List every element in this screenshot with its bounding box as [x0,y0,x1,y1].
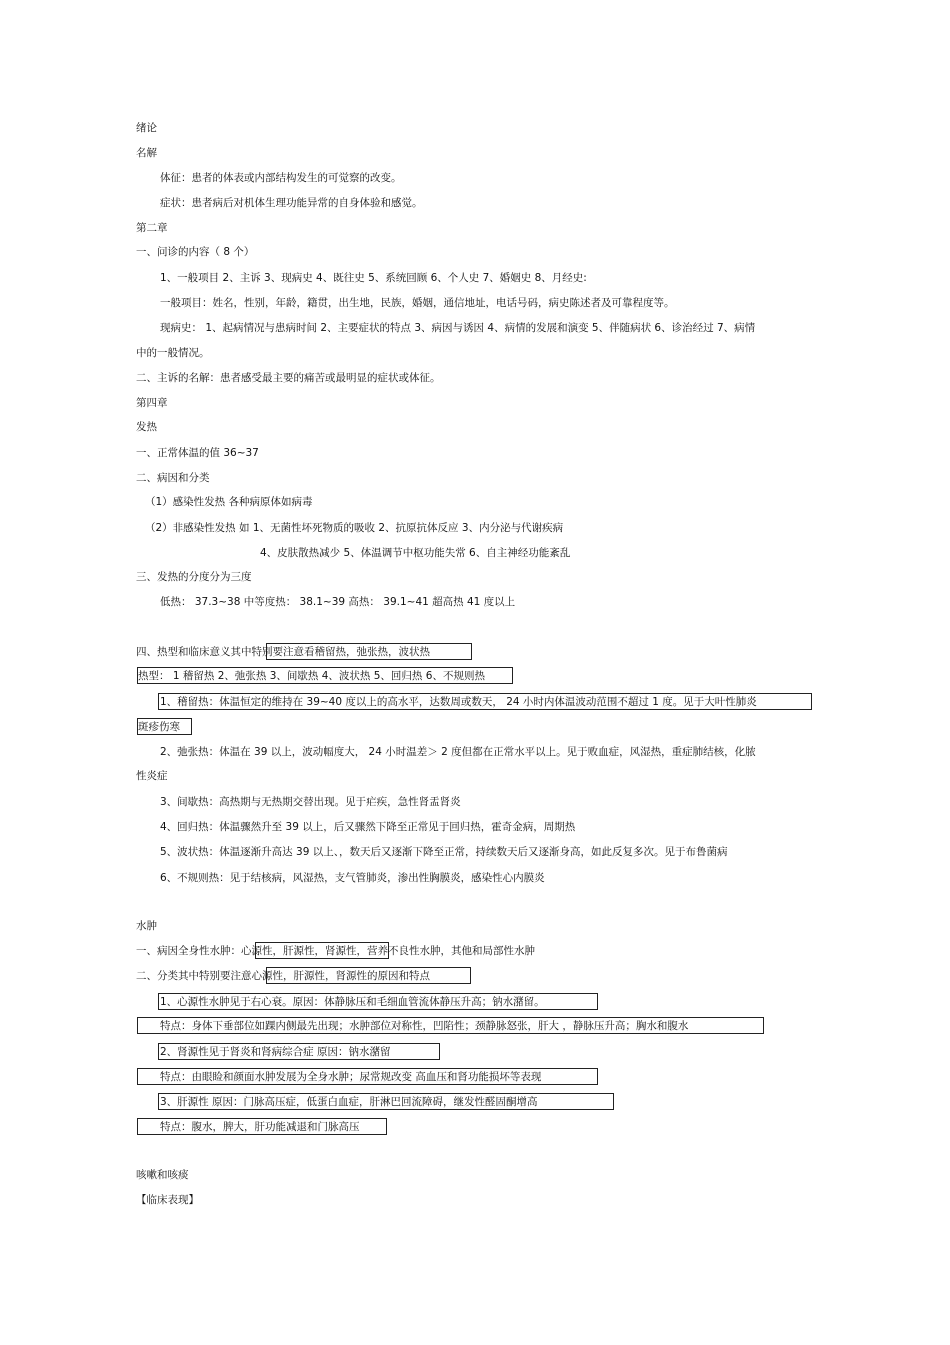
section-heading: 【临床表现】 [136,1194,199,1206]
text-line: 特点：腹水，脾大，肝功能减退和门脉高压 [160,1121,360,1133]
text-line: 一、正常体温的值 36~37 [136,447,259,459]
text-line: 4、皮肤散热减少 5、体温调节中枢功能失常 6、自主神经功能紊乱 [260,547,571,559]
text-line: 2、弛张热：体温在 39 以上，波动幅度大， 24 小时温差＞ 2 度但都在正常水平以上。见于败血症，风湿热，重症肺结核，化脓 [160,746,756,758]
text-line: 中的一般情况。 [136,347,210,359]
text-line: 性炎症 [136,770,168,782]
text-line: 症状：患者病后对机体生理功能异常的自身体验和感觉。 [160,197,423,209]
text-line: 热型： 1 稽留热 2、弛张热 3、间歇热 4、波状热 5、回归热 6、不规则热 [138,670,485,682]
text-line: （1）感染性发热 各种病原体如病毒 [145,496,313,508]
text-line: 二、分类其中特别要注意心源性，肝源性，肾源性的原因和特点 [136,970,430,982]
text-line: 2、肾源性见于肾炎和肾病综合症 原因：钠水潴留 [160,1046,391,1058]
text-line: 特点：由眼睑和颜面水肿发展为全身水肿；尿常规改变 高血压和肾功能损坏等表现 [160,1071,542,1083]
text-line: 4、回归热：体温骤然升至 39 以上，后又骤然下降至正常见于回归热，霍奇金病，周期热 [160,821,576,833]
text-line: 三、发热的分度分为三度 [136,571,252,583]
text-line: 1、稽留热：体温恒定的维持在 39~40 度以上的高水平，达数周或数天， 24 小时内体温波动范围不超过 1 度。见于大叶性肺炎 [160,696,757,708]
text-line: 四、热型和临床意义其中特别要注意看稽留热，弛张热，波状热 [136,646,430,658]
text-line: 二、病因和分类 [136,472,210,484]
section-heading: 绪论 [136,122,157,134]
text-line: 3、肝源性 原因：门脉高压症，低蛋白血症，肝淋巴回流障碍，继发性醛固酮增高 [160,1096,538,1108]
chapter-heading: 第四章 [136,397,168,409]
text-line: 1、一般项目 2、主诉 3、现病史 4、既往史 5、系统回顾 6、个人史 7、婚姻史 8、月经史: [160,272,587,284]
chapter-heading: 第二章 [136,222,168,234]
text-line: 5、波状热：体温逐渐升高达 39 以上、，数天后又逐渐下降至正常，持续数天后又逐渐身高，如此反复多次。见于布鲁菌病 [160,846,728,858]
text-line: 一、问诊的内容（ 8 个） [136,246,255,258]
text-line: 3、间歇热：高热期与无热期交替出现。见于疟疾，急性肾盂肾炎 [160,796,461,808]
text-line: 特点：身体下垂部位如踝内侧最先出现；水肿部位对称性，凹陷性；颈静脉怒张，肝大 ，静脉压升高；胸水和腹水 [160,1020,689,1032]
text-line: 一、病因全身性水肿：心源性，肝源性，肾源性，营养不良性水肿，其他和局部性水肿 [136,945,535,957]
section-heading: 名解 [136,147,157,159]
text-line: 1、心源性水肿见于右心衰。原因：体静脉压和毛细血管流体静压升高；钠水潴留。 [160,996,545,1008]
text-line: 二、主诉的名解：患者感受最主要的痛苦或最明显的症状或体征。 [136,372,441,384]
text-line: 现病史： 1、起病情况与患病时间 2、主要症状的特点 3、病因与诱因 4、病情的发展和演变 5、伴随病状 6、诊治经过 7、病情 [160,322,756,334]
text-line: 6、不规则热：见于结核病，风湿热，支气管肺炎，渗出性胸膜炎，感染性心内膜炎 [160,872,545,884]
text-line: （2）非感染性发热 如 1、无菌性坏死物质的吸收 2、抗原抗体反应 3、内分泌与代谢疾病 [145,522,564,534]
text-line: 低热： 37.3~38 中等度热： 38.1~39 高热： 39.1~41 超高热 41 度以上 [160,596,516,608]
section-heading: 发热 [136,421,157,433]
section-heading: 水肿 [136,920,157,932]
text-line: 斑疹伤寒 [138,721,180,733]
text-line: 一般项目：姓名，性别，年龄，籍贯，出生地，民族，婚姻，通信地址，电话号码，病史陈述者及可靠程度等。 [160,297,675,309]
text-line: 体征：患者的体表或内部结构发生的可觉察的改变。 [160,172,402,184]
section-heading: 咳嗽和咳痰 [136,1169,189,1181]
